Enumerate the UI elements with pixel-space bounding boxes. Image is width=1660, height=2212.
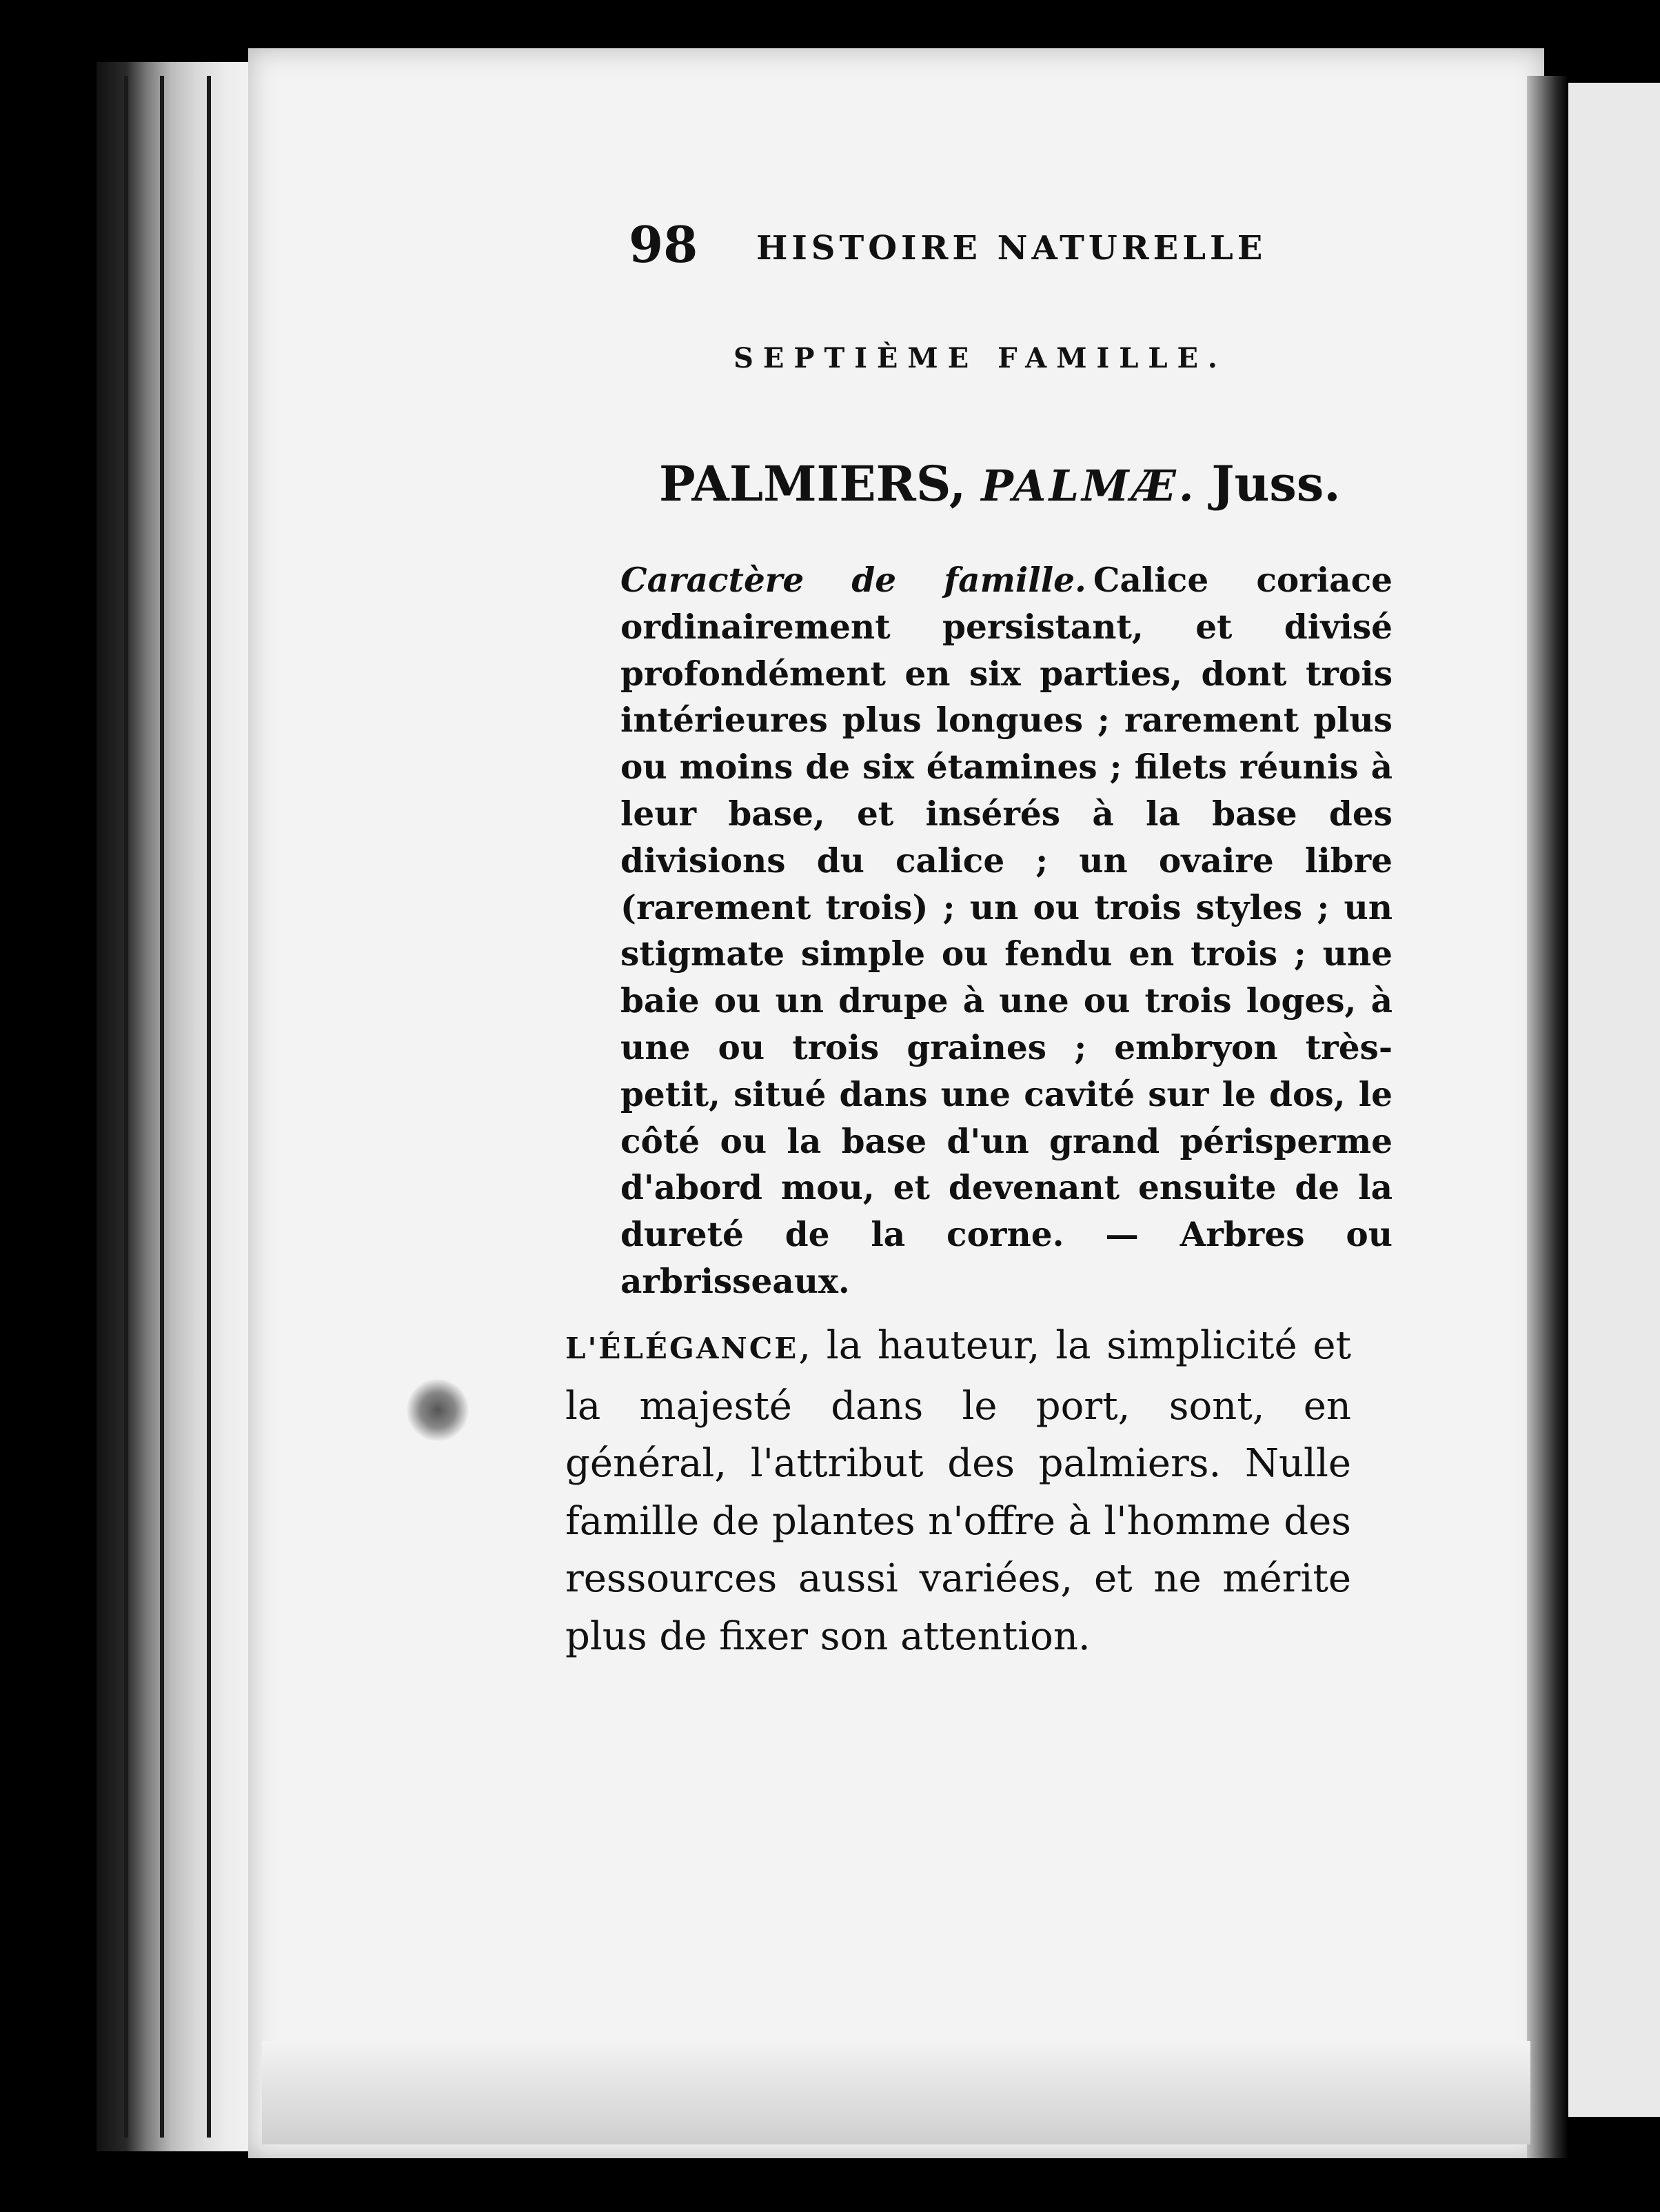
character-label: Caractère de famille. <box>620 561 1086 600</box>
family-title <box>659 455 1341 512</box>
intro-lead-word: L'ÉLÉGANCE <box>565 1331 799 1365</box>
page-number: 98 <box>629 215 698 274</box>
character-text: Calice coriace ordinairement persistant, et divisé profondément en six parties, dont trois intérieures plus longues ; rarement plus ou moins de six étamines ; filets réunis à leur base, et insérés à la base des divisions du calice ; un ovaire libre (rarement trois) ; un ou trois styles ; un stigmate simple ou fendu en trois ; une baie ou un drupe à une ou trois loges, à une ou trois graines ; embryon très-petit, situé dans une cavité sur le dos, le côté ou la base d'un grand périsperme d'abord mou, et devenant ensuite de la dureté de la corne. — Arbres ou arbrisseaux. <box>620 561 1393 1301</box>
page-edge-line <box>207 76 211 2138</box>
facing-page-edge <box>1561 83 1660 2117</box>
family-authority: Juss. <box>1211 455 1341 512</box>
running-title: HISTOIRE NATURELLE <box>756 229 1267 268</box>
family-character-paragraph <box>620 557 1393 1305</box>
intro-text: , la hauteur, la simplicité et la majesté dans le port, sont, en général, l'attribut des palmiers. Nulle famille de plantes n'offre à l'homme des ressources aussi variées, et ne mérite plus de fixer son attention. <box>565 1323 1351 1659</box>
gutter-shadow <box>1527 76 1568 2158</box>
ink-smudge <box>407 1379 469 1441</box>
intro-paragraph <box>565 1317 1351 1665</box>
family-latin-name: PALMÆ. <box>981 461 1197 511</box>
book-page-edges <box>97 62 262 2151</box>
page-header <box>629 215 1284 277</box>
page-edge-line <box>160 76 164 2138</box>
family-name: PALMIERS, <box>659 455 966 512</box>
page-bottom-edge <box>262 2041 1530 2144</box>
page-edge-line <box>124 76 128 2138</box>
family-rank-heading: SEPTIÈME FAMILLE. <box>733 342 1227 374</box>
